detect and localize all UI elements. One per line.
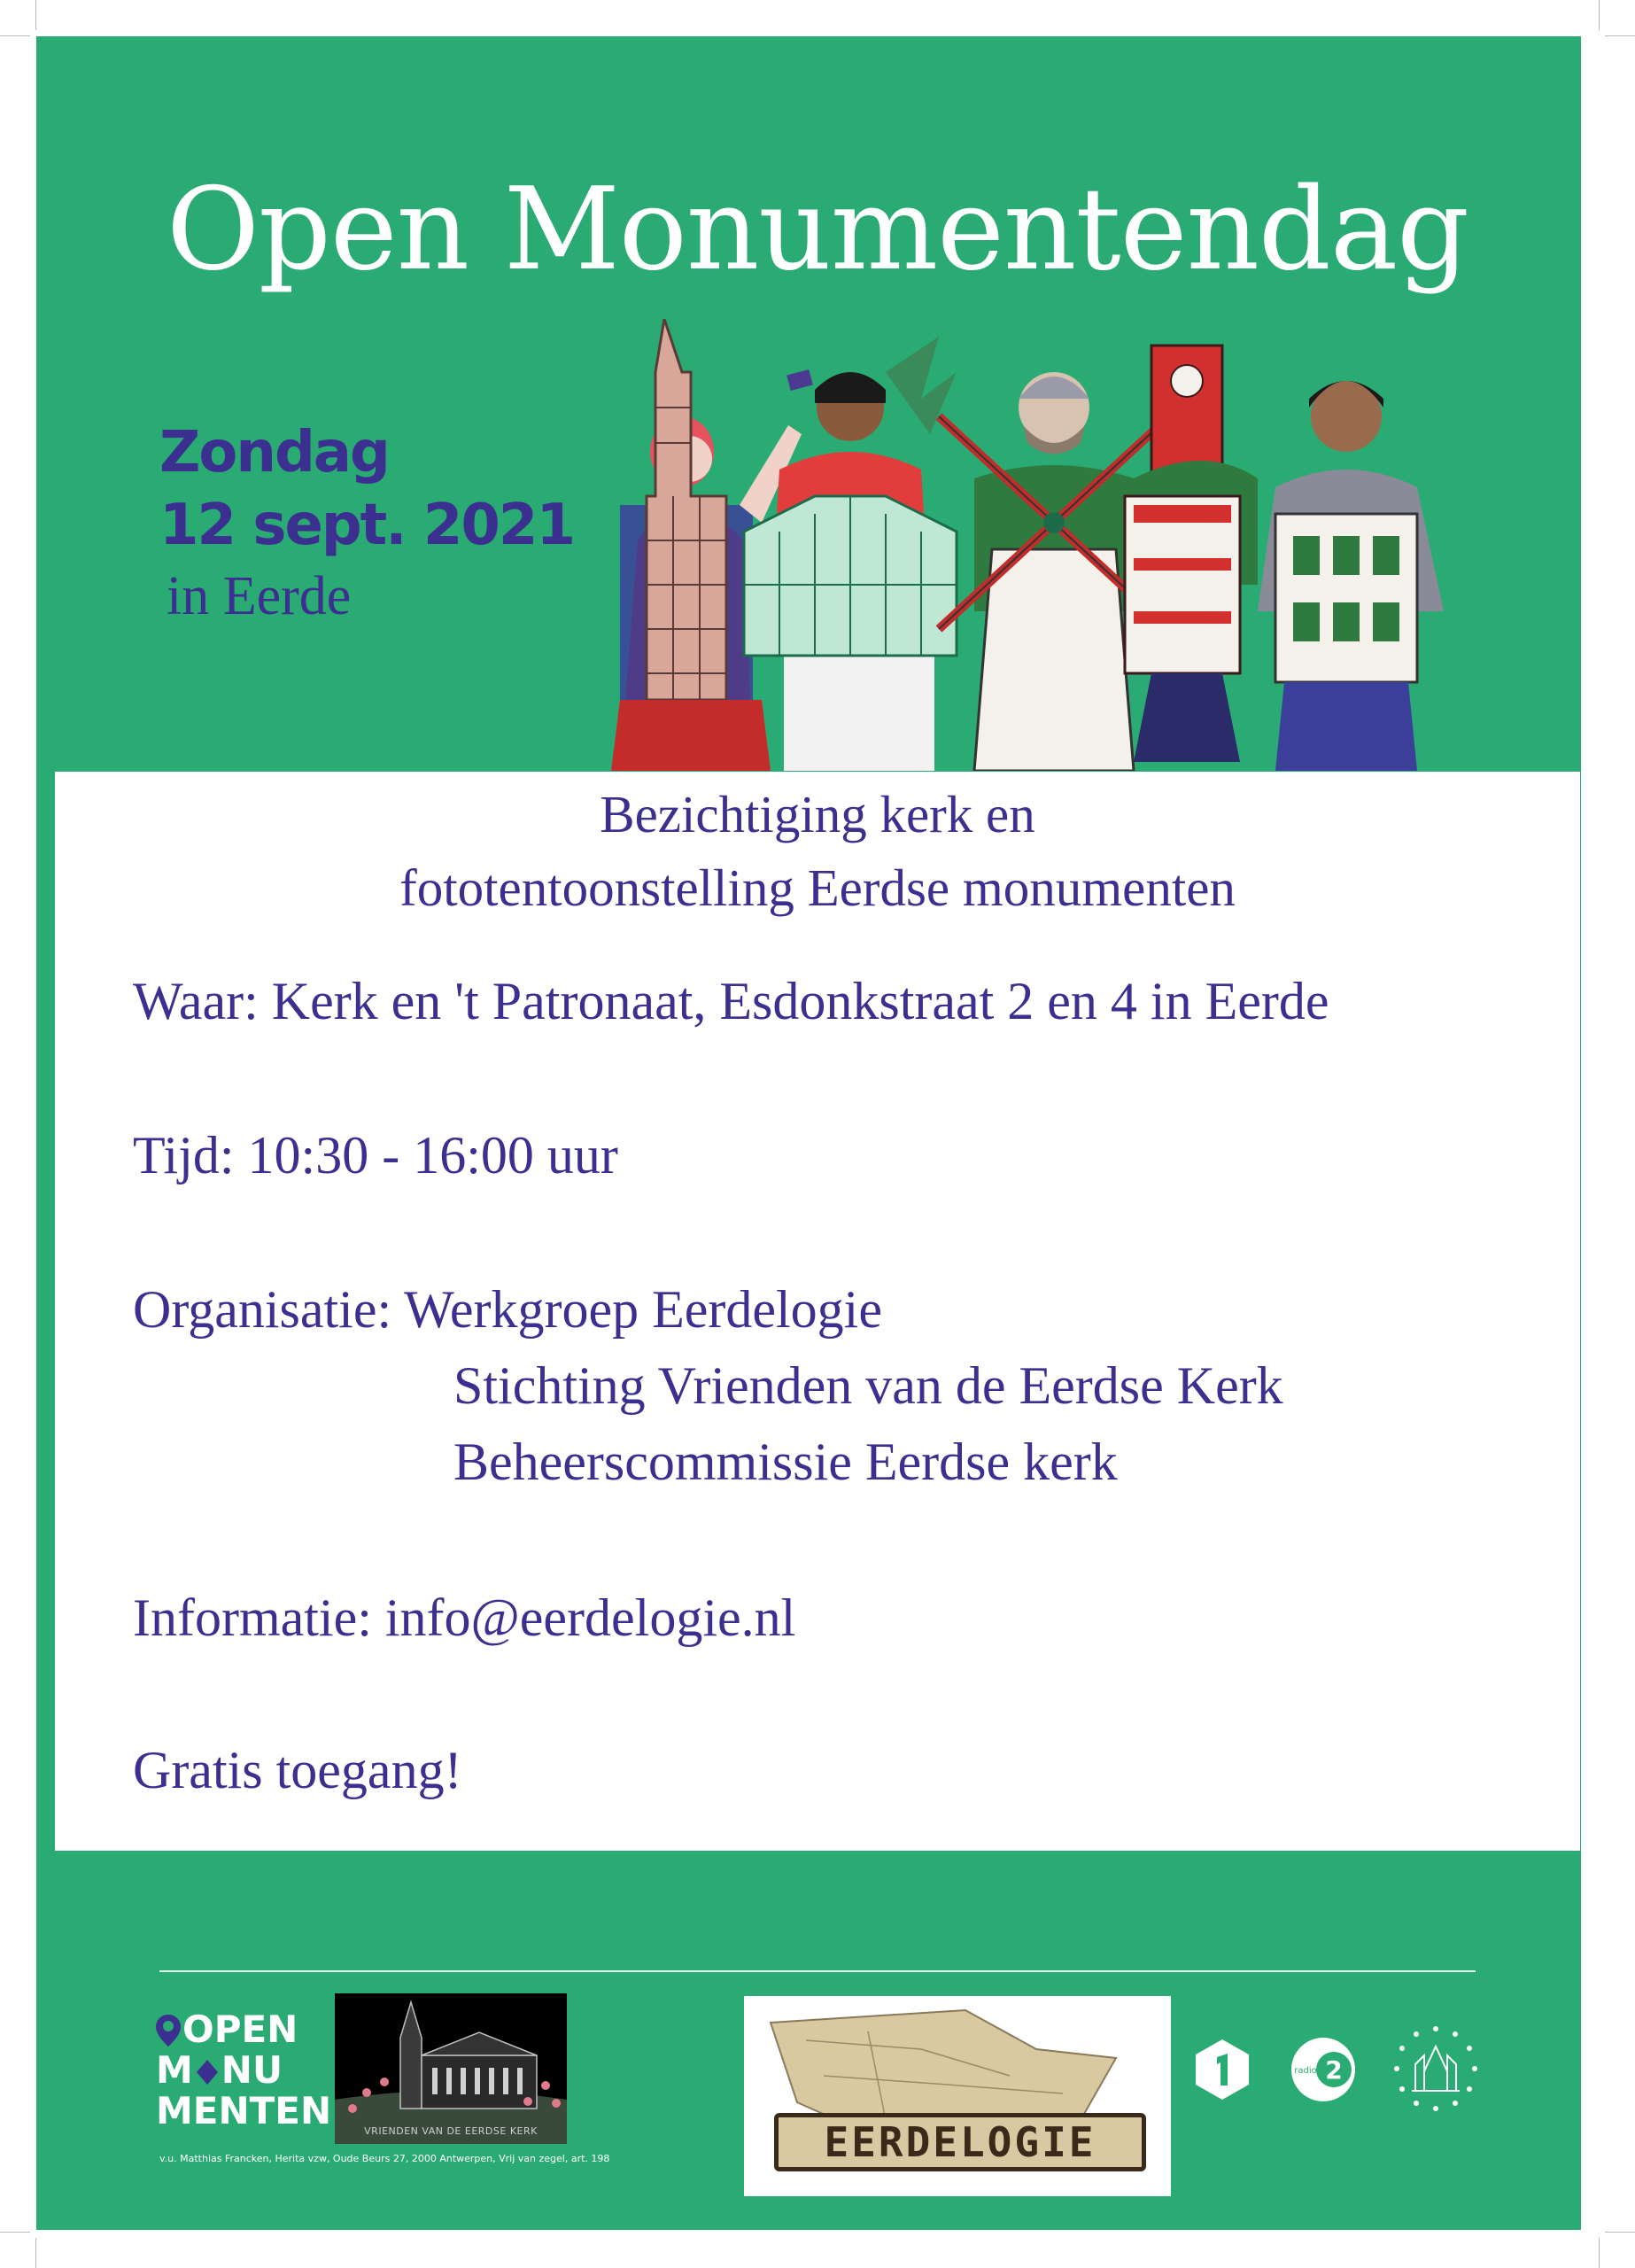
map-pin-icon bbox=[156, 2015, 181, 2045]
crop-mark bbox=[1599, 0, 1600, 30]
radio2-logo-icon bbox=[1288, 2034, 1359, 2105]
diamond-icon bbox=[195, 2055, 220, 2085]
time-line: Tijd: 10:30 - 16:00 uur bbox=[133, 1126, 618, 1184]
eerdelogie-wordmark: EERDELOGIE bbox=[774, 2113, 1146, 2171]
svg-text:2: 2 bbox=[1325, 2055, 1343, 2085]
publisher-note: v.u. Matthias Francken, Herita vzw, Oude Beurs 27, 2000 Antwerpen, Vrij van zegel, art. 198 bbox=[159, 2153, 610, 2164]
person-with-facade bbox=[1258, 381, 1444, 771]
organisation-line-2: Stichting Vrienden van de Eerdse Kerk bbox=[453, 1356, 1283, 1415]
radio2-text: radio bbox=[1294, 2066, 1317, 2076]
european-heritage-logo-icon bbox=[1387, 2020, 1484, 2117]
person-with-red-building bbox=[1125, 346, 1258, 762]
free-entry-line: Gratis toegang! bbox=[133, 1741, 462, 1799]
logo-text-open: OPEN bbox=[182, 2008, 298, 2051]
logo-text-menten: MENTEN bbox=[156, 2089, 332, 2132]
crop-mark bbox=[0, 2232, 30, 2233]
monuments-illustration bbox=[585, 319, 1506, 771]
organisation-line-3: Beheerscommissie Eerdse kerk bbox=[453, 1433, 1118, 1491]
date-day: Zondag bbox=[159, 420, 389, 485]
vrienden-eerdse-kerk-logo bbox=[335, 1993, 567, 2144]
date-location: in Eerde bbox=[167, 566, 352, 626]
vrienden-logo-caption: VRIENDEN VAN DE EERDSE KERK bbox=[364, 2125, 538, 2137]
person-with-greenhouse bbox=[744, 337, 957, 771]
crop-mark bbox=[1605, 2232, 1635, 2233]
crop-mark bbox=[35, 0, 36, 30]
crop-mark bbox=[0, 35, 30, 36]
footer-divider bbox=[159, 1970, 1476, 1972]
crop-mark bbox=[35, 2238, 36, 2268]
church-icon bbox=[335, 1993, 567, 2144]
subtitle-line-2: fototentoonstelling Eerdse monumenten bbox=[399, 858, 1236, 917]
een-logo-icon bbox=[1192, 2038, 1252, 2101]
poster-title: Open Monumentendag bbox=[166, 164, 1469, 296]
crop-mark bbox=[1599, 2238, 1600, 2268]
event-date bbox=[159, 416, 574, 631]
location-line: Waar: Kerk en 't Patronaat, Esdonkstraat 2 en 4 in Eerde bbox=[133, 972, 1329, 1030]
logo-text-m: M bbox=[156, 2048, 193, 2092]
organisation-line-1: Organisatie: Werkgroep Eerdelogie bbox=[133, 1280, 882, 1339]
eerdelogie-logo bbox=[744, 1996, 1171, 2196]
crop-mark bbox=[1605, 35, 1635, 36]
info-line: Informatie: info@eerdelogie.nl bbox=[133, 1588, 796, 1647]
open-monumenten-logo bbox=[156, 2008, 332, 2133]
subtitle-line-1: Bezichtiging kerk en bbox=[600, 785, 1035, 843]
date-full: 12 sept. 2021 bbox=[159, 493, 574, 558]
logo-text-nu: NU bbox=[221, 2048, 283, 2092]
